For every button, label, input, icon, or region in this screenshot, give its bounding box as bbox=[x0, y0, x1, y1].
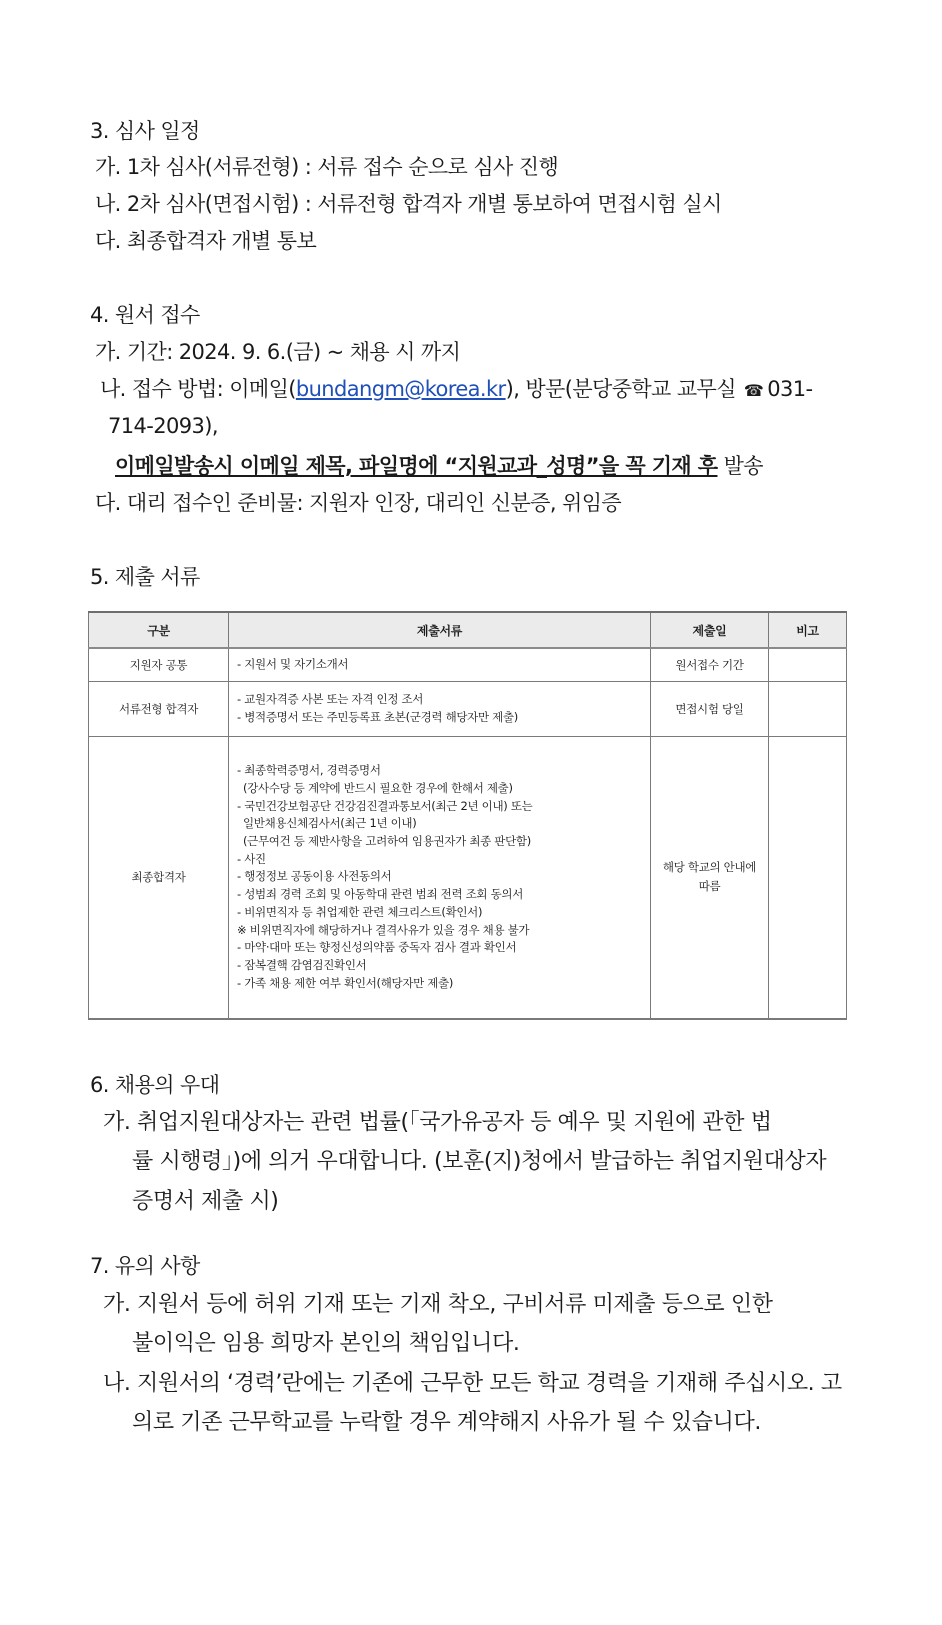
document-line: - 가족 채용 제한 여부 확인서(해당자만 제출) bbox=[237, 975, 454, 990]
document-line: - 최종학력증명서, 경력증명서 bbox=[237, 763, 381, 778]
section-3-item-a: 가. 1차 심사(서류전형) : 서류 접수 순으로 심사 진행 bbox=[95, 155, 559, 179]
phone-number-part-1: 031- bbox=[767, 377, 813, 401]
phone-number-part-2: 714-2093), bbox=[108, 414, 218, 438]
section-4-item-a: 가. 기간: 2024. 9. 6.(금) ~ 채용 시 까지 bbox=[95, 340, 461, 364]
section-6-item-a-line-2: 률 시행령」)에 의거 우대합니다. (보훈(지)청에서 발급하는 취업지원대상자 bbox=[132, 1149, 827, 1174]
row-remark bbox=[769, 681, 847, 736]
section-4-item-b-prefix: 나. 접수 방법: 이메일( bbox=[100, 377, 296, 401]
document-line: - 병적증명서 또는 주민등록표 초본(군경력 해당자만 제출) bbox=[237, 709, 518, 724]
section-3-item-c: 다. 최종합격자 개별 통보 bbox=[95, 229, 317, 253]
section-4-title: 4. 원서 접수 bbox=[90, 303, 200, 327]
section-7-item-a-line-1: 가. 지원서 등에 허위 기재 또는 기재 착오, 구비서류 미제출 등으로 인한 bbox=[103, 1292, 773, 1317]
table-row bbox=[89, 736, 847, 1019]
row-submit-date: 면접시험 당일 bbox=[651, 681, 769, 736]
submit-date-line: 따름 bbox=[698, 879, 721, 894]
section-6-item-a-line-1: 가. 취업지원대상자는 관련 법률(「국가유공자 등 예우 및 지원에 관한 법 bbox=[103, 1110, 772, 1135]
header-category: 구분 bbox=[89, 612, 229, 648]
email-notice-emphasis: 이메일발송시 이메일 제목, 파일명에 “지원교과_성명”을 꼭 기재 후 bbox=[115, 454, 718, 478]
section-4-item-c: 다. 대리 접수인 준비물: 지원자 인장, 대리인 신분증, 위임증 bbox=[95, 491, 622, 515]
email-notice-tail: 발송 bbox=[717, 454, 763, 478]
section-7-title: 7. 유의 사항 bbox=[90, 1254, 200, 1278]
document-line: ※ 비위면직자에 해당하거나 결격사유가 있을 경우 채용 불가 bbox=[237, 922, 530, 937]
table-row bbox=[89, 648, 847, 681]
section-5-title: 5. 제출 서류 bbox=[90, 565, 200, 589]
submit-date-line: 해당 학교의 안내에 bbox=[662, 860, 757, 875]
row-documents bbox=[229, 736, 651, 1019]
row-category: 지원자 공통 bbox=[89, 648, 229, 681]
document-line: 일반채용신체검사서(최근 1년 이내) bbox=[243, 816, 417, 831]
section-4-item-b bbox=[100, 374, 813, 406]
row-submit-date: 원서접수 기간 bbox=[651, 648, 769, 681]
email-link[interactable]: bundangm@korea.kr bbox=[295, 377, 506, 401]
document-line: - 행정정보 공동이용 사전동의서 bbox=[237, 869, 392, 884]
section-6-item-a-line-3: 증명서 제출 시) bbox=[132, 1189, 279, 1214]
document-line: (근무여건 등 제반사항을 고려하여 임용권자가 최종 판단함) bbox=[243, 833, 531, 848]
row-remark bbox=[769, 736, 847, 1019]
table-header-row bbox=[89, 612, 847, 648]
section-7-item-b-line-2: 의로 기존 근무학교를 누락할 경우 계약해지 사유가 될 수 있습니다. bbox=[132, 1410, 761, 1435]
document-line: - 잠복결핵 감염검진확인서 bbox=[237, 957, 367, 972]
document-line: - 성범죄 경력 조회 및 아동학대 관련 범죄 전력 조회 동의서 bbox=[237, 887, 524, 902]
document-line: - 사진 bbox=[237, 851, 266, 866]
section-3-item-b: 나. 2차 심사(면접시험) : 서류전형 합격자 개별 통보하여 면접시험 실시 bbox=[95, 192, 722, 216]
row-category: 서류전형 합격자 bbox=[89, 681, 229, 736]
section-4-item-b-suffix: ), 방문(분당중학교 교무실 bbox=[505, 377, 736, 401]
row-remark bbox=[769, 648, 847, 681]
document-line: - 비위면직자 등 취업제한 관련 체크리스트(확인서) bbox=[237, 904, 483, 919]
row-submit-date bbox=[651, 736, 769, 1019]
table-row bbox=[89, 681, 847, 736]
email-notice bbox=[115, 451, 763, 481]
document-line: (강사수당 등 계약에 반드시 필요한 경우에 한해서 제출) bbox=[243, 780, 513, 795]
header-submit-date: 제출일 bbox=[651, 612, 769, 648]
documents-table bbox=[88, 611, 847, 1020]
document-line: - 국민건강보험공단 건강검진결과통보서(최근 2년 이내) 또는 bbox=[237, 798, 533, 813]
row-documents bbox=[229, 681, 651, 736]
header-documents: 제출서류 bbox=[229, 612, 651, 648]
row-documents bbox=[229, 648, 651, 681]
document-line: - 지원서 및 자기소개서 bbox=[237, 656, 349, 671]
document-line: - 마약·대마 또는 향정신성의약품 중독자 검사 결과 확인서 bbox=[237, 940, 517, 955]
section-6-title: 6. 채용의 우대 bbox=[90, 1073, 220, 1097]
document-line: - 교원자격증 사본 또는 자격 인정 조서 bbox=[237, 691, 424, 706]
phone-icon: ☎ bbox=[743, 381, 764, 400]
section-7-item-b-line-1: 나. 지원서의 ‘경력’란에는 기존에 근무한 모든 학교 경력을 기재해 주십시오. 고 bbox=[103, 1371, 842, 1396]
header-remarks: 비고 bbox=[769, 612, 847, 648]
section-3-title: 3. 심사 일정 bbox=[90, 119, 200, 143]
section-7-item-a-line-2: 불이익은 임용 희망자 본인의 책임입니다. bbox=[132, 1331, 520, 1356]
row-category: 최종합격자 bbox=[89, 736, 229, 1019]
